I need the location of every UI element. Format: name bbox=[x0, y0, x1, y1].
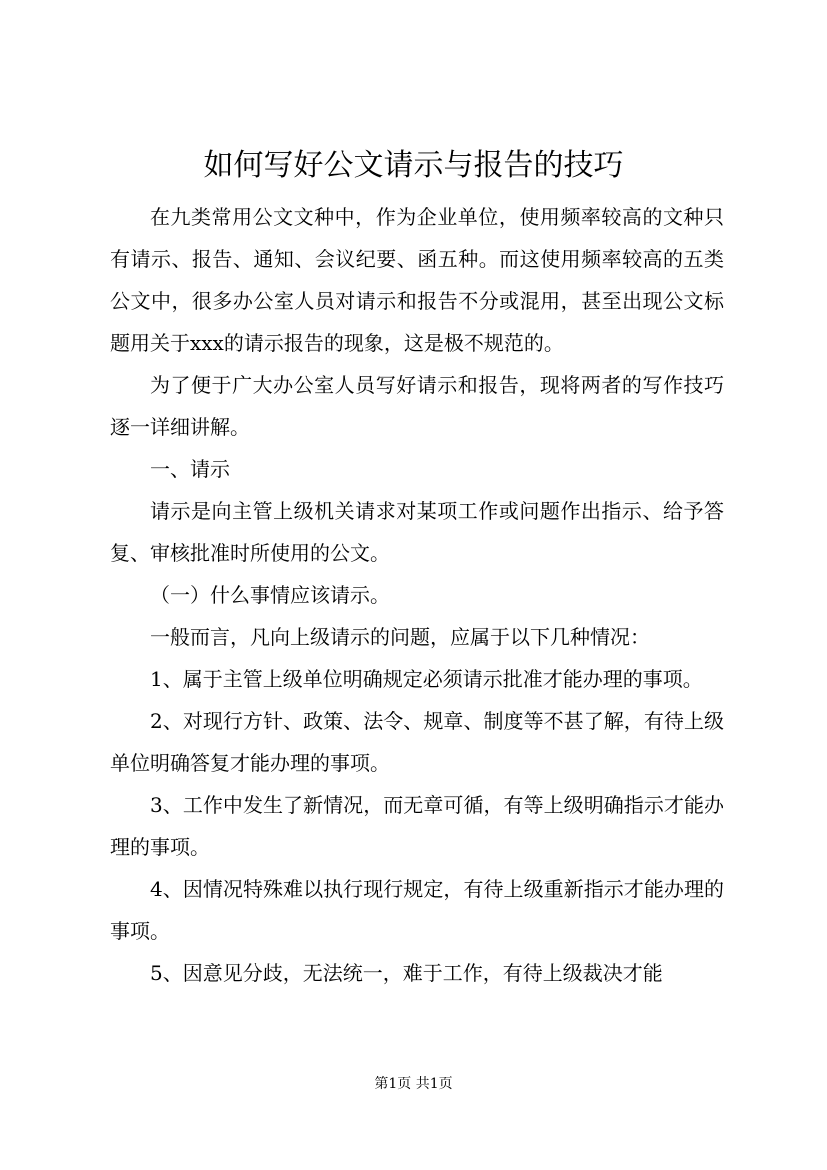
list-item-4: 4、因情况特殊难以执行现行规定，有待上级重新指示才能办理的事项。 bbox=[110, 877, 724, 943]
section-heading-request: 一、请示 bbox=[150, 457, 230, 481]
page-footer: 第1页 共1页 bbox=[374, 1076, 453, 1092]
subsection-heading-when-to-request: （一）什么事情应该请示。 bbox=[150, 583, 390, 607]
list-item-1: 1、属于主管上级单位明确规定必须请示批准才能办理的事项。 bbox=[150, 667, 703, 691]
paragraph-intro: 在九类常用公文文种中，作为企业单位，使用频率较高的文种只有请示、报告、通知、会议纪要、函五种。而这使用频率较高的五类公文中，很多办公室人员对请示和报告不分或混用，甚至出现公文标题用关于xxx的请示报告的现象，这是极不规范的。 bbox=[110, 205, 724, 355]
paragraph-purpose: 为了便于广大办公室人员写好请示和报告，现将两者的写作技巧逐一详细讲解。 bbox=[110, 373, 724, 439]
paragraph-general-cases: 一般而言，凡向上级请示的问题，应属于以下几种情况： bbox=[150, 625, 650, 649]
document-title: 如何写好公文请示与报告的技巧 bbox=[203, 148, 624, 183]
paragraph-request-definition: 请示是向主管上级机关请求对某项工作或问题作出指示、给予答复、审核批准时所使用的公文。 bbox=[110, 499, 724, 565]
document-body bbox=[110, 196, 724, 994]
list-item-2: 2、对现行方针、政策、法令、规章、制度等不甚了解，有待上级单位明确答复才能办理的事项。 bbox=[110, 709, 724, 775]
list-item-5: 5、因意见分歧，无法统一，难于工作，有待上级裁决才能 bbox=[150, 961, 663, 985]
list-item-3: 3、工作中发生了新情况，而无章可循，有等上级明确指示才能办理的事项。 bbox=[110, 793, 724, 859]
